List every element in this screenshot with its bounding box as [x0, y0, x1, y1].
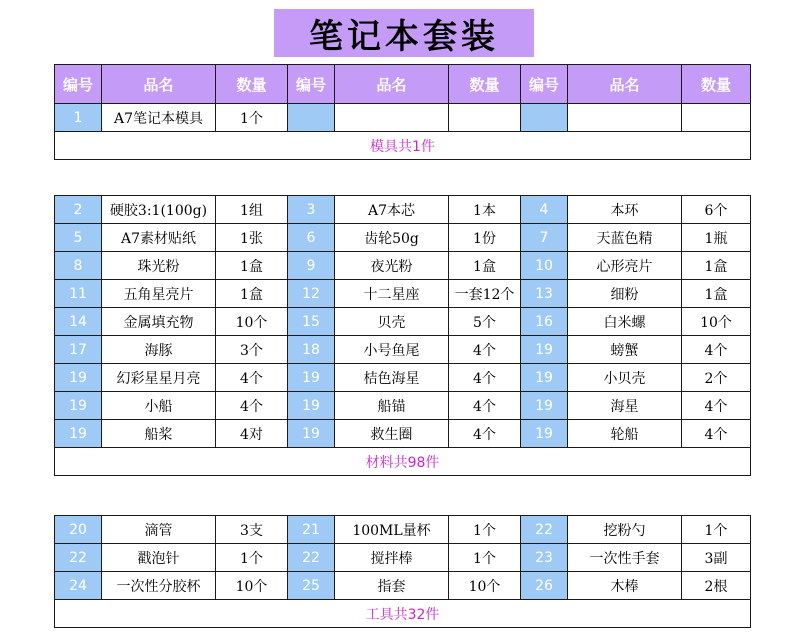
item-name-cell: 齿轮50g: [335, 224, 449, 252]
item-qty-cell: 4个: [682, 392, 751, 420]
page-title: 笔记本套装: [309, 16, 499, 57]
item-qty-cell: 1盒: [216, 252, 288, 280]
section-total: 模具共1件: [55, 132, 751, 160]
item-number-cell: 19: [288, 364, 335, 392]
item-qty-cell: 4个: [682, 336, 751, 364]
item-qty-cell: 4对: [216, 420, 288, 448]
item-name-cell: 木棒: [568, 572, 682, 600]
item-name-cell: 心形亮片: [568, 252, 682, 280]
header-row: [55, 65, 751, 104]
item-qty-cell: 3个: [216, 336, 288, 364]
item-qty-cell: 4个: [216, 392, 288, 420]
item-name-cell: 海星: [568, 392, 682, 420]
item-number-cell: 19: [521, 364, 568, 392]
item-name-cell: [335, 104, 449, 132]
table-row: [55, 104, 751, 132]
item-name-cell: 救生圈: [335, 420, 449, 448]
item-number-cell: 16: [521, 308, 568, 336]
header-name: 品名: [335, 65, 449, 104]
item-name-cell: A7素材贴纸: [102, 224, 216, 252]
item-number-cell: 23: [521, 544, 568, 572]
table-row: [55, 252, 751, 280]
item-qty-cell: 5个: [449, 308, 521, 336]
item-number-cell: 1: [55, 104, 102, 132]
item-number-cell: 19: [288, 392, 335, 420]
table-row: [55, 516, 751, 544]
item-qty-cell: [682, 104, 751, 132]
item-number-cell: 19: [521, 420, 568, 448]
item-qty-cell: 1盒: [216, 280, 288, 308]
item-number-cell: [288, 104, 335, 132]
header-qty: 数量: [216, 65, 288, 104]
item-qty-cell: 4个: [216, 364, 288, 392]
item-name-cell: 天蓝色精: [568, 224, 682, 252]
item-number-cell: 20: [55, 516, 102, 544]
item-number-cell: 11: [55, 280, 102, 308]
item-name-cell: 轮船: [568, 420, 682, 448]
item-name-cell: 白米螺: [568, 308, 682, 336]
item-qty-cell: 1个: [216, 104, 288, 132]
item-name-cell: A7本芯: [335, 196, 449, 224]
item-name-cell: 滴管: [102, 516, 216, 544]
item-number-cell: 19: [55, 364, 102, 392]
item-name-cell: 硬胶3:1(100g): [102, 196, 216, 224]
item-qty-cell: 4个: [682, 420, 751, 448]
item-name-cell: A7笔记本模具: [102, 104, 216, 132]
table-row: [55, 280, 751, 308]
item-name-cell: 本环: [568, 196, 682, 224]
header-no: 编号: [521, 65, 568, 104]
item-name-cell: 珠光粉: [102, 252, 216, 280]
item-number-cell: 7: [521, 224, 568, 252]
item-qty-cell: 3副: [682, 544, 751, 572]
item-name-cell: 挖粉勺: [568, 516, 682, 544]
item-qty-cell: 1盒: [682, 252, 751, 280]
item-name-cell: 螃蟹: [568, 336, 682, 364]
item-number-cell: 26: [521, 572, 568, 600]
item-qty-cell: 1盒: [449, 252, 521, 280]
item-name-cell: 夜光粉: [335, 252, 449, 280]
item-qty-cell: 10个: [216, 308, 288, 336]
item-qty-cell: 1个: [449, 516, 521, 544]
item-name-cell: 细粉: [568, 280, 682, 308]
item-qty-cell: [449, 104, 521, 132]
item-name-cell: 100ML量杯: [335, 516, 449, 544]
item-name-cell: [568, 104, 682, 132]
item-name-cell: 船锚: [335, 392, 449, 420]
title-banner: [274, 9, 534, 57]
section-total: 材料共98件: [55, 448, 751, 476]
item-qty-cell: 1本: [449, 196, 521, 224]
item-name-cell: 搅拌棒: [335, 544, 449, 572]
item-qty-cell: 4个: [449, 392, 521, 420]
item-name-cell: 桔色海星: [335, 364, 449, 392]
item-qty-cell: 10个: [449, 572, 521, 600]
table-row: [55, 224, 751, 252]
item-qty-cell: 1张: [216, 224, 288, 252]
item-qty-cell: 1瓶: [682, 224, 751, 252]
header-name: 品名: [102, 65, 216, 104]
item-number-cell: 18: [288, 336, 335, 364]
item-qty-cell: 1个: [449, 544, 521, 572]
item-name-cell: 十二星座: [335, 280, 449, 308]
item-number-cell: 19: [521, 336, 568, 364]
table-row: [55, 308, 751, 336]
item-qty-cell: 1个: [682, 516, 751, 544]
item-number-cell: 21: [288, 516, 335, 544]
item-number-cell: 5: [55, 224, 102, 252]
item-name-cell: 贝壳: [335, 308, 449, 336]
header-no: 编号: [55, 65, 102, 104]
table-row: [55, 572, 751, 600]
item-qty-cell: 4个: [449, 420, 521, 448]
item-number-cell: 19: [521, 392, 568, 420]
table-row: [55, 336, 751, 364]
item-number-cell: 22: [521, 516, 568, 544]
summary-row: [55, 448, 751, 476]
item-number-cell: 10: [521, 252, 568, 280]
item-name-cell: 一次性手套: [568, 544, 682, 572]
item-number-cell: 19: [55, 392, 102, 420]
item-name-cell: 海豚: [102, 336, 216, 364]
section-total: 工具共32件: [55, 600, 751, 628]
item-name-cell: 指套: [335, 572, 449, 600]
item-name-cell: 一次性分胶杯: [102, 572, 216, 600]
item-number-cell: 12: [288, 280, 335, 308]
item-number-cell: 22: [288, 544, 335, 572]
item-number-cell: 19: [55, 420, 102, 448]
item-number-cell: 19: [288, 420, 335, 448]
tools-table: [54, 515, 751, 628]
item-qty-cell: 1组: [216, 196, 288, 224]
table-row: [55, 196, 751, 224]
item-qty-cell: 一套12个: [449, 280, 521, 308]
item-number-cell: 4: [521, 196, 568, 224]
table-row: [55, 364, 751, 392]
item-name-cell: 金属填充物: [102, 308, 216, 336]
item-qty-cell: 1个: [216, 544, 288, 572]
item-number-cell: 15: [288, 308, 335, 336]
summary-row: [55, 132, 751, 160]
item-number-cell: 3: [288, 196, 335, 224]
item-number-cell: 9: [288, 252, 335, 280]
item-qty-cell: 4个: [449, 336, 521, 364]
item-number-cell: 8: [55, 252, 102, 280]
item-number-cell: 2: [55, 196, 102, 224]
item-name-cell: 船桨: [102, 420, 216, 448]
summary-row: [55, 600, 751, 628]
item-qty-cell: 2个: [682, 364, 751, 392]
molds-table: [54, 64, 751, 160]
item-qty-cell: 3支: [216, 516, 288, 544]
item-number-cell: 22: [55, 544, 102, 572]
item-name-cell: 小贝壳: [568, 364, 682, 392]
item-number-cell: 13: [521, 280, 568, 308]
header-no: 编号: [288, 65, 335, 104]
item-number-cell: 14: [55, 308, 102, 336]
item-qty-cell: 1盒: [682, 280, 751, 308]
materials-table: [54, 195, 751, 476]
item-name-cell: 小船: [102, 392, 216, 420]
item-qty-cell: 6个: [682, 196, 751, 224]
item-number-cell: 6: [288, 224, 335, 252]
table-row: [55, 420, 751, 448]
item-qty-cell: 4个: [449, 364, 521, 392]
item-name-cell: 戳泡针: [102, 544, 216, 572]
item-name-cell: 幻彩星星月亮: [102, 364, 216, 392]
item-qty-cell: 1份: [449, 224, 521, 252]
item-number-cell: [521, 104, 568, 132]
item-qty-cell: 2根: [682, 572, 751, 600]
item-number-cell: 24: [55, 572, 102, 600]
table-row: [55, 392, 751, 420]
item-qty-cell: 10个: [682, 308, 751, 336]
header-qty: 数量: [682, 65, 751, 104]
item-name-cell: 小号鱼尾: [335, 336, 449, 364]
table-row: [55, 544, 751, 572]
item-qty-cell: 10个: [216, 572, 288, 600]
item-name-cell: 五角星亮片: [102, 280, 216, 308]
header-name: 品名: [568, 65, 682, 104]
item-number-cell: 25: [288, 572, 335, 600]
item-number-cell: 17: [55, 336, 102, 364]
header-qty: 数量: [449, 65, 521, 104]
